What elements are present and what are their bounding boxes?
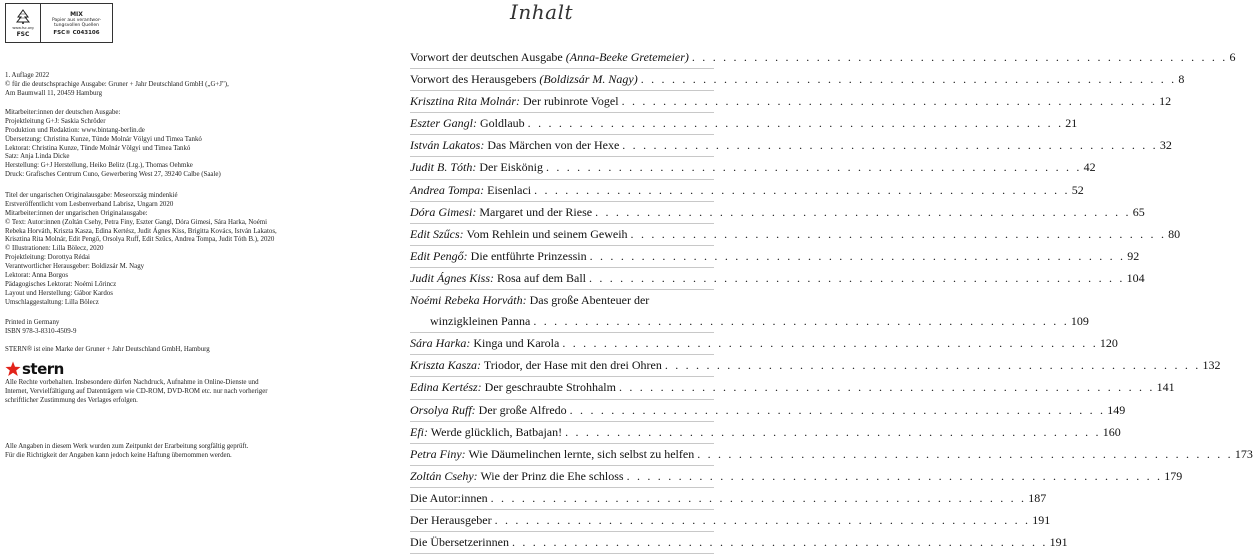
toc-entry-author: Eszter Gangl: (410, 116, 477, 131)
toc-entry-title (410, 311, 530, 332)
imprint-line: Lektorat: Christina Kunze, Tünde Molnár Völgyi und Timea Tankó (5, 144, 191, 152)
imprint-stern-line (5, 346, 210, 355)
toc-page-number: 12 (1159, 94, 1172, 109)
toc-entry-title (410, 268, 586, 289)
imprint-line: Rebeka Horváth, Kriszta Kasza, Edina Kertész, Judit Ágnes Kiss, Brigitta Kovács, István Lakatos, (5, 227, 277, 235)
imprint-line: Lektorat: Anna Borgos (5, 272, 69, 280)
imprint-line: schriftlicher Zustimmung des Verlages erfolgen. (5, 396, 138, 404)
toc-list (410, 47, 1253, 554)
toc-entry-author: Sára Harka: (410, 336, 471, 351)
imprint-line: © für die deutschsprachige Ausgabe: Gruner + Jahr Deutschland GmbH („G+J"), (5, 80, 229, 88)
imprint-line: ISBN 978-3-8310-4509-9 (5, 327, 77, 335)
toc-leader-dots: . . . . . . . . . . . . . . . . . . . . . . . . . . . . . . . . . . . . . . . . . . . . . . . . . . . . (621, 94, 1158, 109)
toc-entry-text: winzigkleinen Panna (430, 314, 531, 329)
imprint-line: Für die Richtigkeit der Angaben kann jedoch keine Haftung übernommen werden. (5, 451, 232, 459)
toc-entry-story: Der rubinrote Vogel (520, 94, 619, 109)
toc-leader-dots: . . . . . . . . . . . . . . . . . . . . . . . . . . . . . . . . . . . . . . . . . . . . . . . . . . . . (618, 380, 1155, 395)
toc-entry-title (410, 113, 525, 134)
toc-entry-title (410, 290, 649, 311)
toc-entry[interactable] (410, 157, 1096, 179)
toc-leader-dots: . . . . . . . . . . . . . . . . . . . . . . . . . . . . . . . . . . . . . . . . . . . . . . . . . . . . (545, 160, 1082, 175)
toc-entry-author: Judit Ágnes Kiss: (410, 270, 494, 285)
toc-entry-author: Noémi Rebeka Horváth: (410, 293, 527, 308)
imprint-line: © Text: Autor:innen (Zoltán Csehy, Petra Finy, Eszter Gangl, Dóra Gimesi, Sára Harka, Noémi (5, 218, 268, 226)
toc-leader-dots: . . . . . . . . . . . . . . . . . . . . . . . . . . . . . . . . . . . . . . . . . . . . . . . . . . . . (630, 226, 1167, 241)
toc-entry-title (410, 135, 619, 156)
imprint-line: STERN® ist eine Marke der Gruner + Jahr Deutschland GmbH, Hamburg (5, 346, 210, 353)
imprint-line: Umschlaggestaltung: Lilla Bölecz (5, 298, 99, 306)
toc-entry-story: Das Märchen von der Hexe (484, 138, 620, 153)
toc-leader-dots: . . . . . . . . . . . . . . . . . . . . . . . . . . . . . . . . . . . . . . . . . . . . . . . . . . . . (595, 204, 1131, 219)
imprint-line: Layout und Herstellung: Gábor Kardos (5, 289, 113, 297)
imprint-block-rights (5, 379, 268, 406)
toc-leader-dots: . . . . . . . . . . . . . . . . . . . . . . . . . . . . . . . . . . . . . . . . . . . . . . . . . . . . (511, 535, 1048, 550)
toc-entry-author: Efi: (410, 424, 428, 439)
toc-entry-story: Margaret und der Riese (476, 204, 593, 219)
imprint-line: 1. Auflage 2022 (5, 72, 50, 79)
toc-leader-dots: . . . . . . . . . . . . . . . . . . . . . . . . . . . . . . . . . . . . . . . . . . . . . . . . . . . . (490, 490, 1027, 505)
toc-entry-title (410, 47, 689, 68)
toc-leader-dots: . . . . . . . . . . . . . . . . . . . . . . . . . . . . . . . . . . . . . . . . . . . . . . . . . . . . (562, 336, 1098, 351)
toc-entry-title (410, 157, 543, 178)
imprint-line: Projektleitung G+J: Saskia Schröder (5, 117, 106, 125)
toc-entry-title (410, 180, 531, 201)
toc-entry-story: Der geschraubte Strohhalm (481, 380, 616, 395)
toc-entry-story: Der große Alfredo (475, 402, 567, 417)
toc-entry[interactable] (410, 69, 1185, 91)
toc-page-number: 52 (1071, 182, 1084, 197)
toc-entry-author: Kriszta Kasza: (410, 358, 482, 373)
toc-entry-story: Kinga und Karola (470, 336, 560, 351)
toc-page-number: 32 (1159, 138, 1172, 153)
imprint-line: Satz: Anja Linda Dicke (5, 153, 70, 161)
imprint-block-hungarian (5, 192, 277, 308)
stern-logo (5, 360, 64, 378)
toc-page-number: 104 (1126, 270, 1145, 285)
toc-entry[interactable] (410, 113, 1078, 135)
toc-page-number: 92 (1127, 248, 1140, 263)
toc-leader-dots: . . . . . . . . . . . . . . . . . . . . . . . . . . . . . . . . . . . . . . . . . . . . . . . . . . . . (664, 358, 1201, 373)
fsc-url: www.fsc.org (12, 25, 34, 30)
toc-leader-dots: . . . . . . . . . . . . . . . . . . . . . . . . . . . . . . . . . . . . . . . . . . . . . . . . . . . . (697, 446, 1233, 461)
toc-entry-title (410, 422, 562, 443)
imprint-line: © Illustrationen: Lilla Bölecz, 2020 (5, 245, 104, 253)
imprint-line: Druck: Grafisches Centrum Cuno, Gewerbering West 27, 39240 Calbe (Saale) (5, 171, 221, 179)
toc-entry[interactable] (410, 488, 1047, 510)
toc-entry[interactable] (410, 47, 1236, 69)
toc-entry[interactable] (410, 377, 1175, 399)
imprint-block-edition (5, 72, 229, 99)
fsc-mix: MIX (70, 10, 83, 18)
toc-entry-story: Triodor, der Hase mit den drei Ohren (481, 358, 662, 373)
toc-entry-story: Rosa auf dem Ball (494, 270, 586, 285)
toc-entry-story: Vom Rehlein und seinem Geweih (463, 226, 628, 241)
imprint-line: Titel der ungarischen Originalausgabe: Meseország mindenkié (5, 192, 178, 199)
toc-leader-dots: . . . . . . . . . . . . . . . . . . . . . . . . . . . . . . . . . . . . . . . . . . . . . . . . . . . . (527, 116, 1064, 131)
toc-entry-title (410, 355, 662, 376)
toc-entry-title (410, 91, 619, 112)
toc-page-number: 149 (1107, 402, 1126, 417)
toc-entry[interactable] (410, 444, 1253, 466)
toc-leader-dots: . . . . . . . . . . . . . . . . . . . . . . . . . . . . . . . . . . . . . . . . . . . . . . . . . . . . (588, 270, 1125, 285)
star-icon (5, 361, 21, 377)
toc-entry[interactable] (410, 311, 1089, 333)
toc-leader-dots: . . . . . . . . . . . . . . . . . . . . . . . . . . . . . . . . . . . . . . . . . . . . . . . . . . . . (691, 50, 1228, 64)
imprint-line: Mitarbeiter:innen der deutschen Ausgabe: (5, 109, 121, 116)
toc-leader-dots: . . . . . . . . . . . . . . . . . . . . . . . . . . . . . . . . . . . . . . . . . . . . . . . . . . . . (534, 182, 1070, 197)
toc-entry[interactable] (410, 466, 1183, 488)
toc-entry-title (410, 202, 592, 223)
toc-entry[interactable] (410, 246, 1140, 268)
imprint-line: Printed in Germany (5, 319, 60, 326)
imprint-line: Übersetzung: Christina Kunze, Tünde Molnár Völgyi und Timea Tankó (5, 135, 202, 143)
toc-page-number: 132 (1202, 358, 1221, 373)
toc-entry-author: Dóra Gimesi: (410, 204, 477, 219)
toc-page-number: 6 (1229, 50, 1236, 64)
toc-entry-author: István Lakatos: (410, 138, 485, 153)
toc-entry-title (410, 444, 694, 465)
toc-leader-dots: . . . . . . . . . . . . . . . . . . . . . . . . . . . . . . . . . . . . . . . . . . . . . . . . . . . . (569, 402, 1106, 417)
toc-entry-story: Goldlaub (477, 116, 525, 131)
toc-entry-author: (Boldizsár M. Nagy) (539, 72, 638, 87)
toc-entry-author: Edit Pengő: (410, 248, 468, 263)
toc-entry[interactable] (410, 180, 1084, 202)
imprint-line: Produktion und Redaktion: www.bintang-berlin.de (5, 126, 145, 134)
toc-page-number: 187 (1028, 490, 1047, 505)
toc-entry-title (410, 377, 616, 398)
toc-entry-title (410, 510, 492, 531)
toc-entry-title (410, 224, 628, 245)
toc-leader-dots: . . . . . . . . . . . . . . . . . . . . . . . . . . . . . . . . . . . . . . . . . . . . . . . . . . . . (494, 512, 1031, 527)
toc-entry-story: Wie der Prinz die Ehe schloss (477, 468, 624, 483)
toc-page-number: 42 (1083, 160, 1096, 175)
toc-page-number: 80 (1168, 226, 1181, 241)
toc-entry[interactable] (410, 224, 1181, 246)
toc-entry[interactable] (410, 268, 1145, 290)
toc-entry-title (410, 532, 509, 553)
toc-entry-text: Vorwort des Herausgebers (410, 72, 540, 87)
toc-entry-text: Die Autor:innen (410, 490, 488, 505)
toc-page-number: 160 (1102, 424, 1121, 439)
imprint-block-german-staff (5, 109, 221, 180)
fsc-text-1: Papier aus verantwor- (51, 17, 102, 23)
toc-entry-author: Judit B. Tóth: (410, 160, 477, 175)
toc-entry-author: Krisztina Rita Molnár: (410, 94, 521, 109)
imprint-line: Pädagogisches Lektorat: Noémi Lőrincz (5, 280, 117, 288)
toc-entry-title (410, 488, 488, 509)
imprint-line: Krisztina Rita Molnár, Edit Pengő, Orsolya Ruff, Edit Szűcs, Andrea Tompa, Judit Tóth B.), 2020 (5, 236, 275, 244)
toc-entry-story: Eisenlaci (484, 182, 532, 197)
toc-page-number: 141 (1156, 380, 1175, 395)
toc-leader-dots: . . . . . . . . . . . . . . . . . . . . . . . . . . . . . . . . . . . . . . . . . . . . . . . . . . . . (565, 424, 1101, 439)
toc-entry[interactable] (410, 400, 1126, 422)
imprint-line: Alle Angaben in diesem Werk wurden zum Zeitpunkt der Erarbeitung sorgfältig geprüft. (5, 443, 249, 450)
toc-entry[interactable] (410, 355, 1221, 377)
toc-entry-author: Edina Kertész: (410, 380, 482, 395)
toc-entry-story: Der Eiskönig (476, 160, 543, 175)
toc-entry-text: Vorwort der deutschen Ausgabe (410, 50, 566, 64)
toc-entry-title (410, 333, 559, 354)
imprint-line: Projektleitung: Dorottya Rédai (5, 254, 90, 262)
imprint-line: Mitarbeiter:innen der ungarischen Originalausgabe: (5, 209, 148, 217)
toc-entry[interactable] (410, 422, 1121, 444)
toc-entry-story: Das große Abenteuer der (526, 293, 650, 308)
toc-page-number: 8 (1178, 72, 1185, 87)
toc-page-number: 179 (1164, 468, 1183, 483)
toc-entry-author: Zoltán Csehy: (410, 468, 478, 483)
imprint-line: Herstellung: G+J Herstellung, Heiko Belitz (Ltg.), Thomas Oehmke (5, 162, 193, 170)
imprint-line: Am Baumwall 11, 20459 Hamburg (5, 89, 103, 97)
toc-entry[interactable] (410, 510, 1051, 532)
toc-leader-dots: . . . . . . . . . . . . . . . . . . . . . . . . . . . . . . . . . . . . . . . . . . . . . . . . . . . . (640, 72, 1177, 87)
imprint-block-disclaimer (5, 443, 248, 461)
toc-entry-author: Orsolya Ruff: (410, 402, 476, 417)
imprint-block-printed (5, 319, 76, 337)
toc-entry-title (410, 400, 567, 421)
toc-entry[interactable] (410, 135, 1172, 157)
toc-entry-title (410, 466, 624, 487)
toc-entry-story: Wie Däumelinchen lernte, sich selbst zu helfen (465, 446, 695, 461)
imprint-line: Verantwortlicher Herausgeber: Boldizsár M. Nagy (5, 263, 145, 271)
toc-entry-title (410, 69, 638, 90)
fsc-tree-icon (15, 9, 31, 25)
toc-entry[interactable] (410, 333, 1118, 355)
toc-entry-author: Petra Finy: (410, 446, 466, 461)
fsc-code: FSC® C043106 (53, 29, 100, 36)
fsc-logo (5, 3, 113, 43)
toc-entry[interactable] (410, 202, 1145, 224)
toc-page-number: 120 (1099, 336, 1118, 351)
toc-entry-text: Der Herausgeber (410, 512, 492, 527)
toc-page-number: 173 (1234, 446, 1253, 461)
toc-entry[interactable] (410, 532, 1068, 554)
fsc-label: FSC (16, 30, 30, 38)
toc-leader-dots: . . . . . . . . . . . . . . . . . . . . . . . . . . . . . . . . . . . . . . . . . . . . . . . . . . . . (589, 248, 1126, 263)
imprint-line: Alle Rechte vorbehalten. Insbesondere dürfen Nachdruck, Aufnahme in Online-Dienste und (5, 379, 259, 386)
toc-title: Inhalt (510, 0, 574, 24)
imprint-line: Erstveröffentlicht vom Lesbenverband Labrisz, Ungarn 2020 (5, 200, 174, 208)
toc-entry-story: Die entführte Prinzessin (467, 248, 587, 263)
imprint-line: Internet, Vervielfältigung auf Datenträgern wie CD-ROM, DVD-ROM etc. nur nach vorheriger (5, 387, 268, 395)
toc-page (360, 0, 1253, 550)
toc-entry-title (410, 246, 587, 267)
toc-page-number: 109 (1070, 314, 1089, 329)
toc-entry-author: (Anna-Beeke Gretemeier) (565, 50, 689, 64)
toc-entry[interactable] (410, 290, 714, 311)
stern-wordmark: stern (22, 360, 64, 378)
toc-leader-dots: . . . . . . . . . . . . . . . . . . . . . . . . . . . . . . . . . . . . . . . . . . . . . . . . . . . . (533, 314, 1069, 329)
toc-entry-story: Werde glücklich, Batbajan! (428, 424, 563, 439)
toc-entry-author: Edit Szűcs: (410, 226, 464, 241)
toc-page-number: 191 (1032, 512, 1051, 527)
toc-entry[interactable] (410, 91, 1172, 113)
fsc-text-2: tungsvollen Quellen (54, 22, 99, 28)
toc-entry-text: Die Übersetzerinnen (410, 535, 509, 550)
toc-leader-dots: . . . . . . . . . . . . . . . . . . . . . . . . . . . . . . . . . . . . . . . . . . . . . . . . . . . . (622, 138, 1158, 153)
toc-page-number: 191 (1049, 535, 1068, 550)
toc-leader-dots: . . . . . . . . . . . . . . . . . . . . . . . . . . . . . . . . . . . . . . . . . . . . . . . . . . . . (626, 468, 1163, 483)
toc-entry-author: Andrea Tompa: (410, 182, 485, 197)
toc-page-number: 21 (1065, 116, 1078, 131)
toc-page-number: 65 (1132, 204, 1145, 219)
imprint-page (0, 0, 360, 463)
